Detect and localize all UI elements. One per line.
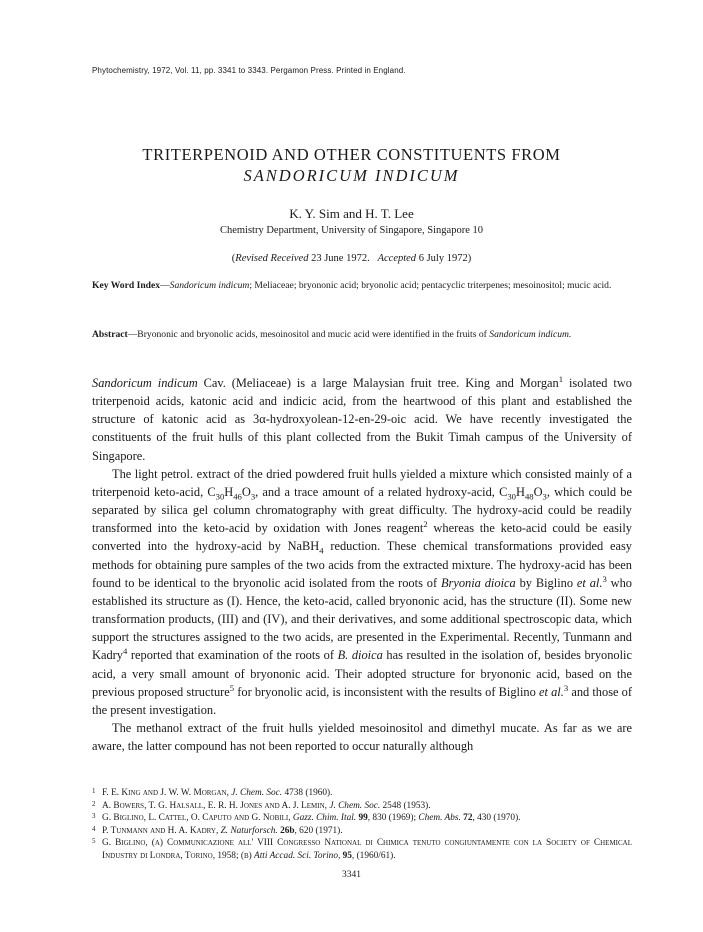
- received-dates: (Revised Received 23 June 1972. Accepted 6 July 1972): [231, 253, 472, 264]
- text-run: whereas the keto-acid could be easily converted into the hydroxy-acid by NaBH: [92, 521, 632, 554]
- article-title-line-1: TRITERPENOID AND OTHER CONSTITUENTS FROM: [142, 145, 561, 164]
- footnote-rest: , 830 (1969);: [367, 813, 419, 824]
- text-run: reported that examination of the roots of: [127, 648, 338, 663]
- footnote-journal: Gazz. Chim. Ital.: [292, 813, 357, 824]
- accepted-label: Accepted: [377, 253, 417, 264]
- footnote-rest: , (1960/61).: [351, 850, 396, 861]
- revised-received-year: 1972.: [346, 253, 370, 264]
- footnote-authors: F. E. King and J. W. W. Morgan,: [102, 788, 232, 798]
- formula-subscript: 4: [319, 545, 324, 556]
- footnote-journal: J. Chem. Soc.: [231, 788, 283, 798]
- footnote-journal: Atti Accad. Sci. Torino,: [254, 850, 341, 861]
- footnote-volume-2: 72: [463, 813, 473, 824]
- revised-received-label: Revised Received: [235, 253, 309, 264]
- footnote-number: 1: [92, 787, 96, 795]
- footnote: [92, 787, 632, 800]
- formula-subscript: 3: [542, 491, 547, 502]
- accepted-date: 6 July: [418, 253, 445, 264]
- key-word-list: ; Meliaceae; bryononic acid; bryonolic acid; pentacyclic triterpenes; mesoinositol; mucic acid.: [249, 280, 612, 291]
- paragraph-1: [92, 374, 632, 465]
- key-word-index: Key Word Index—Sandoricum indicum; Meliaceae; bryononic acid; bryonolic acid; pentacyclic triterpenes; mesoinositol; mucic acid.: [92, 280, 612, 291]
- body-text: [92, 374, 632, 755]
- formula-element: O: [241, 484, 251, 499]
- footnote-number: 2: [92, 799, 96, 808]
- et-al: et al.: [538, 684, 564, 699]
- footnote-journal: Z. Naturforsch.: [220, 825, 278, 836]
- text-run: Cav. (Meliaceae) is a large Malaysian fruit tree. King and Morgan: [197, 376, 559, 390]
- text-run: has resulted in the isolation of, besides bryonolic acid, a very small amount of bryononic acid. Their adopted structure for bryononic acid, based on the previous proposed structure: [92, 648, 632, 699]
- text-run: reduction. These chemical transformations provided easy methods for obtaining pure samples of the two acids from the extracted mixture. The hydroxy-acid has been found to be identical to the bryonolic acid isolated from the roots of: [92, 539, 632, 590]
- reference-marker: 3: [602, 573, 607, 584]
- formula-element: H: [515, 484, 525, 499]
- text-run: The light petrol. extract of the dried powdered fruit hulls yielded a mixture which consisted mainly of a triterpenoid keto-acid, C: [92, 466, 632, 499]
- footnote-authors: G. Biglino, L. Cattel, O. Caputo and G. Nobili,: [102, 813, 293, 824]
- reference-marker: 3: [563, 682, 569, 693]
- formula-subscript: 30: [507, 491, 516, 502]
- abstract-species: Sandoricum indicum.: [489, 329, 572, 340]
- formula-element: O: [533, 484, 543, 499]
- footnote-authors: G. Biglino, (a) Communicazione all' VIII Congresso National di Chimica tenuto congiuntamente con la Society of Chemical Industry di Londra, Torino, 1958; (b): [102, 838, 632, 861]
- text-run: by Biglino: [515, 575, 577, 590]
- key-word-species: Sandoricum indicum: [169, 280, 250, 291]
- footnote: [92, 825, 632, 838]
- author-affiliation: Chemistry Department, University of Singapore, Singapore 10: [219, 225, 484, 236]
- text-run: isolated two triterpenoid acids, katonic acid and indicic acid, from the heartwood of this plant and established the structure of katonic acid as 3α-hydroxyolean-12-en-29-oic acid. We have recently investigated the constituents of the fruit hulls of this plant collected from the Bukit Timah campus of the University of Singapore.: [92, 376, 632, 463]
- text-run: , which could be separated by silica gel column chromatography with great difficulty. The hydroxy-acid could be readily transformed into the keto-acid by oxidation with Jones reagent: [92, 484, 632, 536]
- footnote-volume: 99: [358, 813, 368, 824]
- paragraph-3: The methanol extract of the fruit hulls yielded mesoinositol and dimethyl mucate. As far as we are aware, the latter compound has not been reported to occur naturally although: [92, 720, 632, 754]
- footnote-authors: P. Tunmann and H. A. Kadry,: [102, 825, 221, 836]
- article-title-line-2: SANDORICUM INDICUM: [243, 166, 460, 185]
- footnotes: [92, 787, 632, 863]
- species-name: Sandoricum indicum: [92, 376, 198, 390]
- footnote-rest: 4738 (1960).: [282, 788, 333, 798]
- et-al: et al.: [576, 575, 603, 590]
- footnote-rest: , 620 (1971).: [294, 825, 343, 836]
- text-run: who established its structure as (I). Hence, the keto-acid, called bryononic acid, has the structure (II). Some new transformation products, (III) and (IV), and their derivatives, and some additional spectroscopic data, which support the structures assigned to the two acids, are presented in the Experimental. Recently, Tunmann and Kadry: [92, 575, 632, 663]
- reference-marker: 2: [423, 519, 428, 530]
- footnote-number: 3: [92, 812, 96, 821]
- abstract: Abstract—Bryononic and bryonolic acids, mesoinositol and mucic acid were identified in the fruits of Sandoricum indicum.: [92, 329, 572, 340]
- footnote-volume: 95: [342, 850, 352, 861]
- footnote-volume: 26b: [280, 825, 295, 836]
- text-run: , and a trace amount of a related hydroxy-acid, C: [255, 484, 508, 499]
- footnote-journal-2: Chem. Abs.: [418, 813, 461, 824]
- footnote: [92, 800, 632, 813]
- text-run: for bryonolic acid, is inconsistent with the results of Biglino: [234, 684, 539, 699]
- reference-marker: 1: [558, 373, 564, 384]
- abstract-text: Bryononic and bryonolic acids, mesoinositol and mucic acid were identified in the fruits of: [137, 329, 487, 340]
- species-name: B. dioica: [337, 648, 383, 663]
- footnote-rest-2: , 430 (1970).: [472, 813, 521, 824]
- abstract-label: Abstract: [92, 329, 128, 340]
- footnote-authors: A. Bowers, T. G. Halsall, E. R. H. Jones and A. J. Lemin,: [102, 800, 330, 811]
- reference-marker: 5: [229, 682, 235, 693]
- page-number: 3341: [342, 870, 361, 880]
- footnote: [92, 837, 632, 862]
- footnote-number: 4: [92, 824, 96, 833]
- text-run: and those of the present investigation.: [92, 684, 632, 717]
- footnote-rest: 2548 (1953).: [380, 800, 431, 811]
- footnote: [92, 812, 632, 825]
- formula-subscript: 30: [215, 491, 225, 502]
- journal-citation-line: Phytochemistry, 1972, Vol. 11, pp. 3341 to 3343. Pergamon Press. Printed in England.: [92, 66, 406, 75]
- formula-subscript: 48: [524, 491, 534, 502]
- species-name: Bryonia dioica: [440, 575, 516, 590]
- footnote-journal: J. Chem. Soc.: [329, 800, 381, 811]
- reference-marker: 4: [122, 646, 128, 657]
- revised-received-date: 23 June: [311, 253, 344, 264]
- formula-subscript: 3: [250, 491, 256, 502]
- formula-element: H: [224, 484, 234, 499]
- formula-subscript: 46: [233, 491, 242, 502]
- key-word-label: Key Word Index: [92, 280, 161, 291]
- accepted-year: 1972: [446, 253, 468, 264]
- author-names: K. Y. Sim and H. T. Lee: [289, 206, 414, 221]
- footnote-number: 5: [92, 837, 96, 846]
- paragraph-2: [92, 465, 632, 719]
